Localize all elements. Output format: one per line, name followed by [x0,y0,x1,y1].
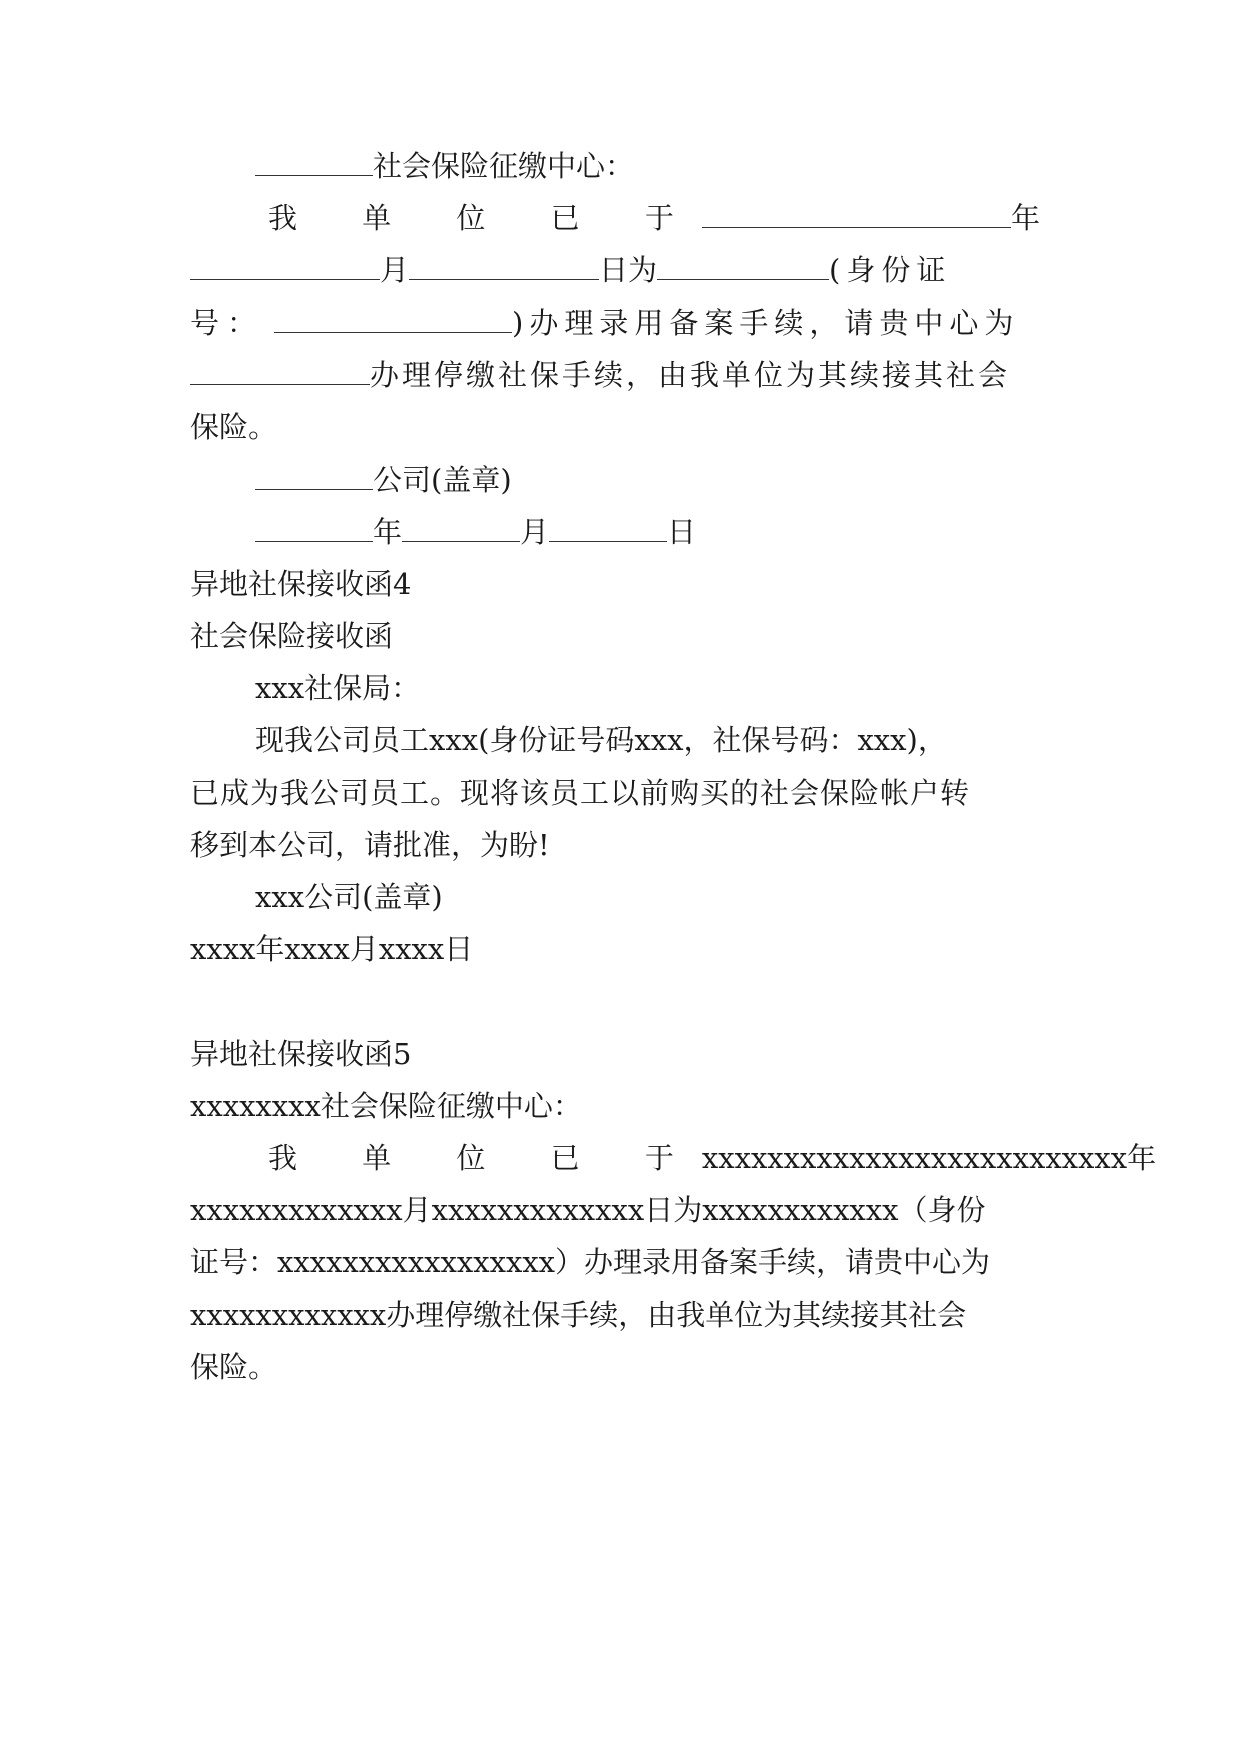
text-run: 我 单 位 已 于 [268,201,702,235]
text-run: 公司(盖章) [373,463,512,497]
blank-field [549,515,667,542]
text-run: 年 [373,515,403,549]
paragraph-line: 现我公司员工xxx(身份证号码xxx，社保号码：xxx)， [255,723,947,757]
blank-field [702,201,1011,228]
addressee-line: xxx社保局： [255,671,421,705]
paragraph-line: 保险。 [190,1350,278,1384]
addressee-line [255,146,1052,186]
text-run: 月 [380,253,410,287]
company-seal-line: xxx公司(盖章) [255,880,443,914]
blank-field [190,358,370,385]
paragraph-line: 已成为我公司员工。现将该员工以前购买的社会保险帐户转 [190,776,971,810]
text-run: 日 [667,515,697,549]
text-run: 办理停缴社保手续，由我单位为其续接其社会 [370,358,1011,392]
text-run: )办理录用备案手续，请贵中心为 [512,306,1020,340]
paragraph-line: 移到本公司，请批准，为盼! [190,828,550,862]
paragraph-line: xxxxxxxxxxxxx月xxxxxxxxxxxxx日为xxxxxxxxxxxx（身份 [190,1193,986,1227]
blank-field [255,515,373,542]
blank-field [255,149,373,176]
paragraph-line [190,355,1052,395]
text-run: (身份证 [829,253,952,287]
addressee-text: 社会保险征缴中心： [373,149,635,183]
paragraph-line [190,250,1052,290]
company-seal-line [255,460,1052,500]
letter-title: 社会保险接收函 [190,619,394,653]
text-run: 我 单 位 已 于 [268,1141,702,1175]
blank-field [190,253,380,280]
text-run: 保险。 [190,410,278,444]
blank-field [274,306,512,333]
paragraph-line: xxxxxxxxxxxx办理停缴社保手续，由我单位为其续接其社会 [190,1298,967,1332]
blank-field [657,253,829,280]
date-line: xxxx年xxxx月xxxx日 [190,932,474,966]
text-run: 日为 [599,253,658,287]
blank-field [255,463,373,490]
paragraph-line [190,407,1052,447]
paragraph-line: 证号：xxxxxxxxxxxxxxxxx）办理录用备案手续，请贵中心为 [190,1245,991,1279]
text-run: 年 [1127,1141,1157,1175]
text-run: 年 [1010,201,1040,235]
section-heading: 异地社保接收函4 [190,567,412,601]
paragraph-line [190,303,1052,343]
date-line [255,512,1052,552]
text-run: 月 [520,515,550,549]
section-heading: 异地社保接收函5 [190,1037,412,1071]
paragraph-line [268,198,1040,238]
addressee-line: xxxxxxxx社会保险征缴中心： [190,1089,582,1123]
blank-field [409,253,599,280]
paragraph-line [268,1138,1157,1178]
text-run: 号： [190,306,265,340]
blank-field [402,515,520,542]
text-run: xxxxxxxxxxxxxxxxxxxxxxxxxx [701,1141,1128,1175]
